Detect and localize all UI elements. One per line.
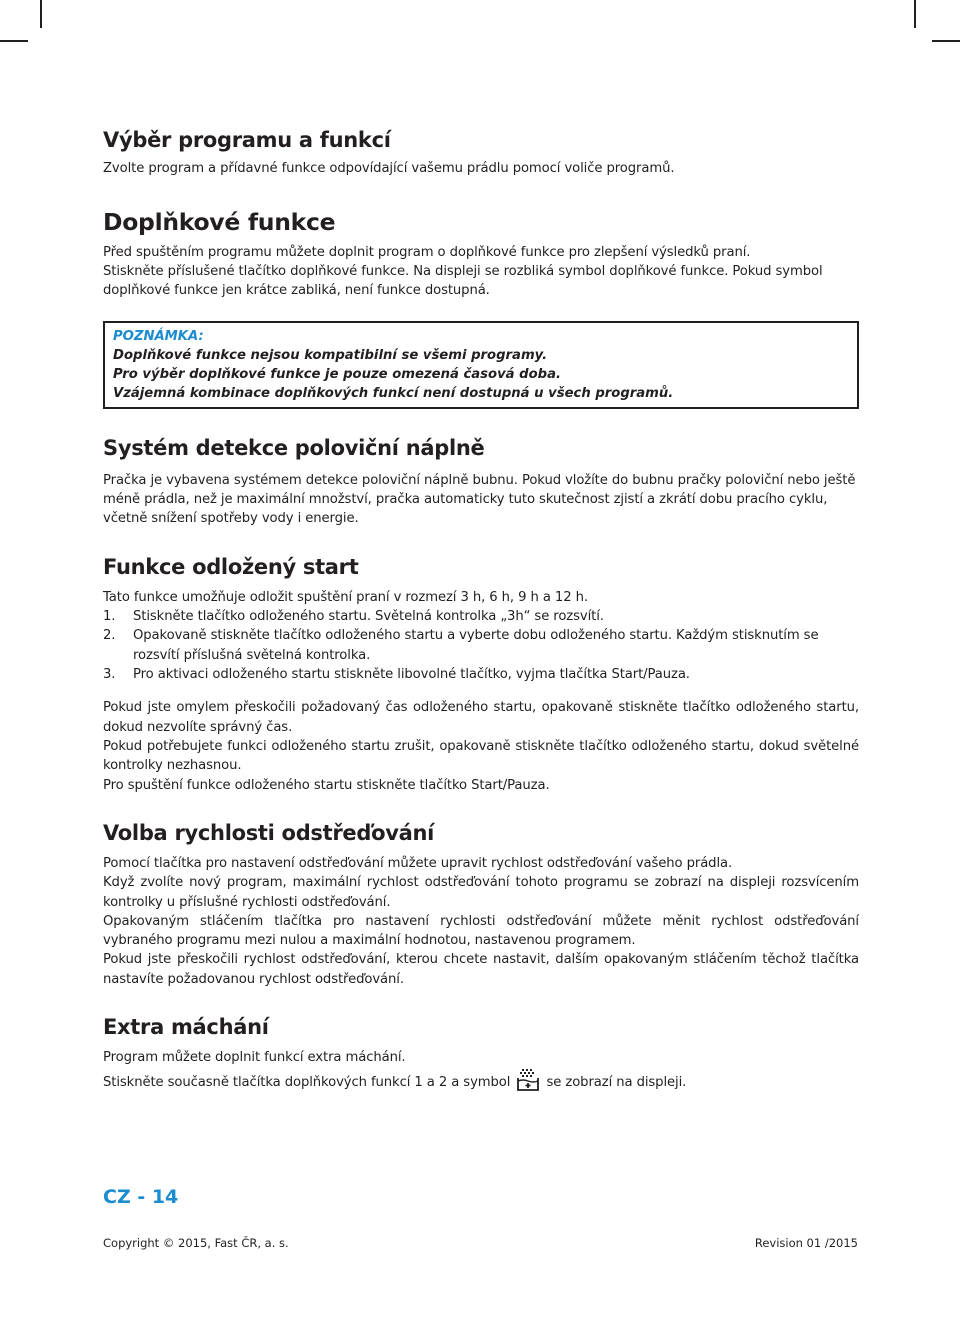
paragraph: Pokud potřebujete funkci odloženého startu zrušit, opakovaně stiskněte tlačítko odloženého startu, dokud světelné kontrolky nezhasnou. xyxy=(103,738,859,774)
section-extra-rinse xyxy=(103,1015,859,1092)
section-delay-start xyxy=(103,555,859,795)
paragraph: Pokud jste přeskočili rychlost odstřeďování, kterou chcete nastavit, dalším opakovaným stláčením těchož tlačítka nastavíte požadovanou rychlost odstřeďování. xyxy=(103,952,859,987)
extra-rinse-icon xyxy=(516,1068,540,1092)
crop-mark xyxy=(40,0,42,28)
page-number: CZ - 14 xyxy=(103,1186,179,1208)
section-heading: Funkce odložený start xyxy=(103,554,359,579)
step-text: Stiskněte tlačítko odloženého startu. Světelná kontrolka „3h“ se rozsvítí. xyxy=(133,609,604,625)
list-item xyxy=(103,626,859,665)
paragraph xyxy=(103,1068,859,1092)
page-content xyxy=(103,128,859,1092)
paragraph: Pro spuštění funkce odloženého startu stiskněte tlačítko Start/Pauza. xyxy=(103,777,550,793)
section-heading: Volba rychlosti odstřeďování xyxy=(103,820,435,845)
step-text: Pro aktivaci odloženého startu stiskněte libovolné tlačítko, vyjma tlačítka Start/Pauza. xyxy=(133,667,690,683)
paragraph: Když zvolíte nový program, maximální rychlost odstřeďování tohoto programu se zobrazí na displeji rozsvícením kontrolky u příslušné rychlosti odstřeďování. xyxy=(103,875,859,910)
section-heading: Extra máchání xyxy=(103,1015,269,1040)
step-number: 2. xyxy=(103,628,116,644)
step-number: 1. xyxy=(103,609,116,625)
paragraph: Opakovaným stláčením tlačítka pro nastavení rychlosti odstřeďování můžete měnit rychlost odstřeďování vybraného programu mezi nulou a maximální hodnotou, nastavenou programem. xyxy=(103,913,859,949)
copyright: Copyright © 2015, Fast ČR, a. s. xyxy=(103,1236,289,1250)
crop-mark xyxy=(0,40,28,42)
section-spin-speed xyxy=(103,821,859,989)
note-line: Pro výběr doplňkové funkce je pouze omezená časová doba. xyxy=(113,366,562,382)
steps-list xyxy=(103,607,859,684)
paragraph: Před spuštěním programu můžete doplnit program o doplňkové funkce pro zlepšení výsledků praní. xyxy=(103,244,751,260)
rinse-text-before: Stiskněte současně tlačítka doplňkových funkcí 1 a 2 a symbol xyxy=(103,1074,511,1090)
step-number: 3. xyxy=(103,667,116,683)
paragraph: Pračka je vybavena systémem detekce poloviční náplně bubnu. Pokud vložíte do bubnu pračky poloviční nebo ještě méně prádla, než je maximální množství, pračka automaticky tuto skutečnost zjistí a zkrátí dobu pracího cyklu, včetně snížení spotřeby vody i energie. xyxy=(103,472,856,527)
list-item xyxy=(103,607,859,626)
paragraph: Program můžete doplnit funkcí extra máchání. xyxy=(103,1050,406,1066)
rinse-text-after: se zobrazí na displeji. xyxy=(546,1074,687,1090)
section-half-load xyxy=(103,436,859,529)
step-text: Opakovaně stiskněte tlačítko odloženého startu a vyberte dobu odloženého startu. Každým stisknutím se rozsvítí příslušná světelná kontrolka. xyxy=(133,628,819,663)
note-line: Vzájemná kombinace doplňkových funkcí není dostupná u všech programů. xyxy=(113,385,674,401)
paragraph: Tato funkce umožňuje odložit spuštění praní v rozmezí 3 h, 6 h, 9 h a 12 h. xyxy=(103,589,588,605)
paragraph: Zvolte program a přídavné funkce odpovídající vašemu prádlu pomocí voliče programů. xyxy=(103,161,675,177)
paragraph: Pokud jste omylem přeskočili požadovaný čas odloženého startu, opakovaně stiskněte tlačítko odloženého startu, dokud nezvolíte správný čas. xyxy=(103,700,859,735)
section-heading: Výběr programu a funkcí xyxy=(103,128,391,152)
revision: Revision 01 /2015 xyxy=(754,1236,858,1250)
note-box xyxy=(103,321,859,409)
section-heading: Doplňkové funkce xyxy=(103,208,336,237)
note-title: POZNÁMKA: xyxy=(113,328,204,344)
section-extra-functions xyxy=(103,208,859,300)
section-heading: Systém detekce poloviční náplně xyxy=(103,435,485,460)
note-line: Doplňkové funkce nejsou kompatibilní se všemi programy. xyxy=(113,347,548,363)
section-program xyxy=(103,128,859,178)
paragraph: Pomocí tlačítka pro nastavení odstřeďování můžete upravit rychlost odstřeďování vašeho prádla. xyxy=(103,855,733,871)
crop-mark xyxy=(932,40,960,42)
crop-mark xyxy=(914,0,916,28)
paragraph: Stiskněte příslušené tlačítko doplňkové funkce. Na displeji se rozbliká symbol doplňkové funkce. Pokud symbol doplňkové funkce jen krátce zabliká, není funkce dostupná. xyxy=(103,263,823,299)
list-item xyxy=(103,665,859,684)
